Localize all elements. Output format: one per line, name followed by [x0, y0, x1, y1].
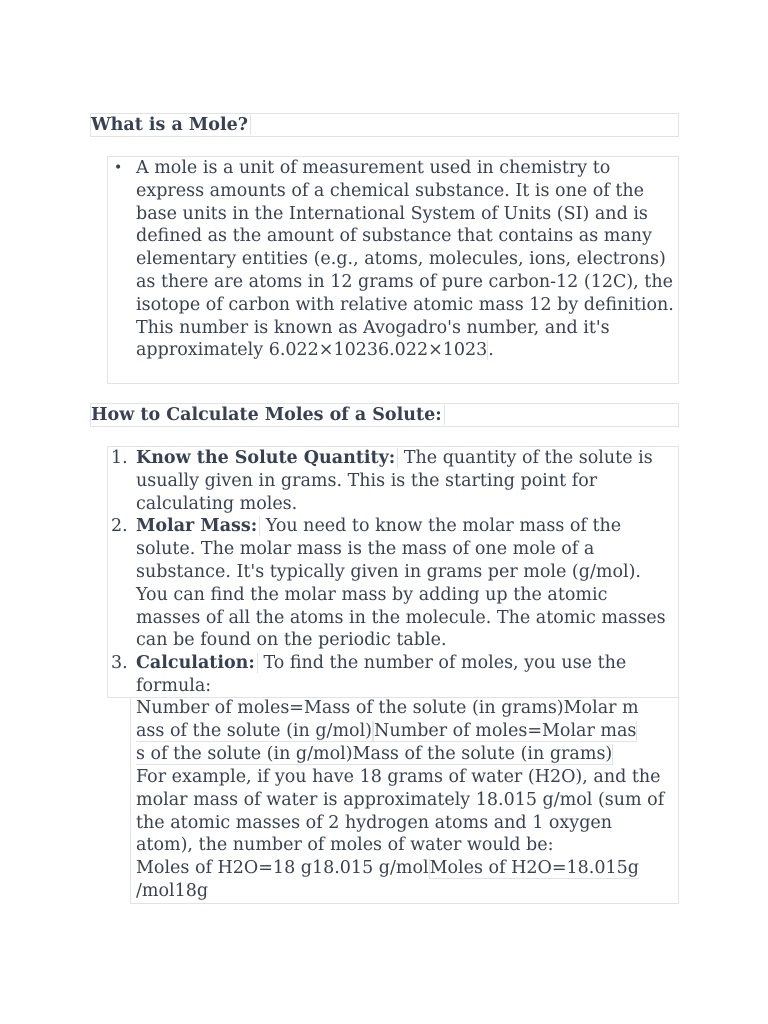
step-text: To find the number of moles, you use the formula:: [136, 653, 627, 696]
formula-block: [136, 697, 676, 765]
definition-list: [114, 157, 676, 362]
formula-text: Moles of H2O=18.015g: [429, 858, 639, 878]
formula-text: Number of moles=Mass of the solute (in grams)Molar m: [136, 698, 639, 718]
list-number: 2.: [111, 516, 128, 537]
formula-text: Moles of H2O=18 g18.015 g/mol: [136, 858, 429, 878]
step-text: You need to know the molar mass of the solute. The molar mass is the mass of one mole of a substance. It's typically given in grams per mole (g/mol). You can find the molar mass by adding up the atomic masses of all the atoms in the molecule. The atomic masses can be found on the periodic table.: [136, 516, 666, 651]
term-label: Know the Solute Quantity:: [136, 448, 398, 468]
mole-definition-text: A mole is a unit of measurement used in chemistry to express amounts of a chemical substance. It is one of the base units in the International System of Units (SI) and is defined as the amount of substance that contains as many elementary entities (e.g., atoms, molecules, ions, electrons) as there are atoms in 12 grams of pure carbon-12 (12C), the isotope of carbon with relative atomic mass 12 by definition. This number is known as Avogadro's number, and it's approximately: [136, 158, 674, 361]
formula-text: Number of moles=Molar mas: [374, 720, 637, 741]
formula-line: [136, 697, 676, 720]
list-number: 1.: [111, 448, 128, 468]
example-text: For example, if you have 18 grams of water (H2O), and the molar mass of water is approximately 18.015 g/mol (sum of the atomic masses of 2 hydrogen atoms and 1 oxygen atom), the number of moles of water would be:: [136, 767, 665, 856]
avogadro-number: 6.022×10236.022×1023: [268, 340, 488, 361]
formula-line: [136, 720, 676, 743]
list-item: [114, 157, 676, 362]
section-heading-how-to-calculate: [91, 404, 445, 426]
step-text: The quantity of the solute is usually given in grams. This is the starting point for calculating moles.: [136, 448, 653, 514]
term-label: Calculation:: [136, 653, 258, 673]
steps-list: [111, 447, 676, 698]
heading-text: How to Calculate Moles of a Solute:: [91, 405, 445, 425]
list-item: [111, 652, 676, 698]
period: .: [488, 340, 494, 361]
example-formula-continued: /mol18g: [136, 881, 209, 901]
list-item: [111, 515, 676, 652]
term-label: Molar Mass:: [136, 516, 260, 536]
section-heading-what-is-a-mole: [91, 114, 251, 136]
formula-line: [136, 743, 676, 766]
bullet-marker: •: [114, 160, 123, 176]
formula-text: ass of the solute (in g/mol): [136, 720, 373, 741]
formula-text: s of the solute (in g/mol)Mass of the solute (in grams): [136, 743, 613, 764]
example-formula: [136, 857, 639, 880]
list-item: [111, 447, 676, 515]
list-number: 3.: [111, 653, 128, 674]
heading-text: What is a Mole?: [91, 115, 251, 135]
